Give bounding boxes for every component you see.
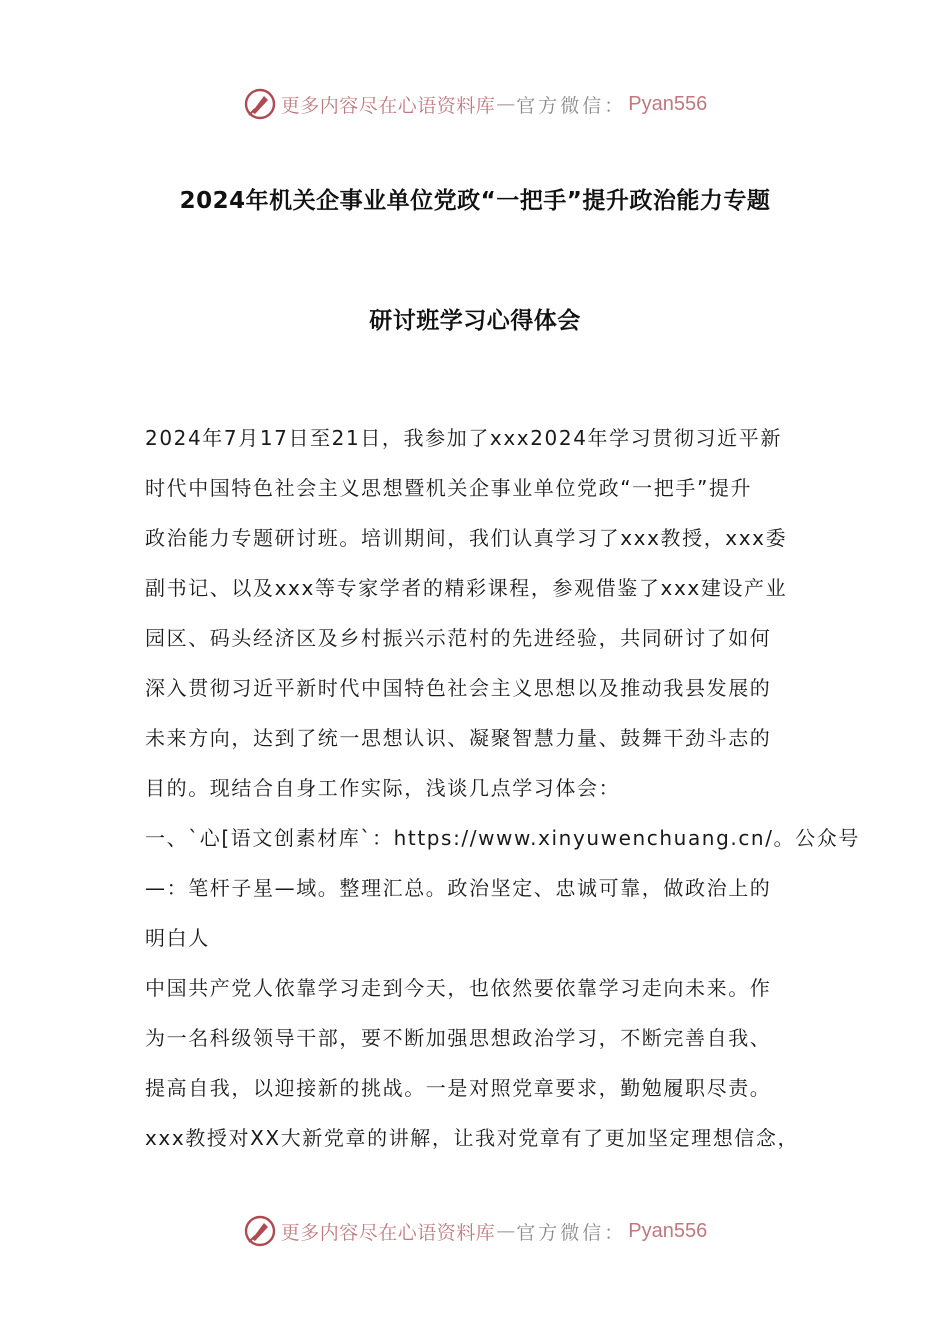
body-line: 明白人 [145, 926, 210, 950]
document-body [145, 413, 860, 1163]
watermark-separator: — [496, 1220, 516, 1242]
watermark-handle: Pyan556 [628, 1219, 708, 1242]
watermark-handle: Pyan556 [628, 92, 708, 115]
body-line: 政治能力专题研讨班。培训期间，我们认真学习了xxx教授，xxx委 [145, 526, 788, 550]
body-line: 中国共产党人依靠学习走到今天，也依然要依靠学习走向未来。作 [145, 976, 772, 1000]
header-watermark [0, 84, 950, 124]
watermark-sub-text: 官方微信： [516, 1221, 627, 1244]
body-line: 未来方向，达到了统一思想认识、凝聚智慧力量、鼓舞干劲斗志的 [145, 726, 772, 750]
body-line: 副书记、以及xxx等专家学者的精彩课程，参观借鉴了xxx建设产业 [145, 576, 788, 600]
watermark-main-text: 更多内容尽在心语资料库 [280, 94, 496, 117]
body-line: 提高自我，以迎接新的挑战。一是对照党章要求，勤勉履职尽责。 [145, 1076, 772, 1100]
footer-watermark [0, 1211, 950, 1251]
body-line: 2024年7月17日至21日，我参加了xxx2024年学习贯彻习近平新 [145, 426, 782, 450]
pen-nib-icon [243, 87, 277, 121]
pen-nib-icon [243, 1214, 277, 1248]
body-line: —：笔杆子星—域。整理汇总。政治坚定、忠诚可靠，做政治上的 [145, 876, 772, 900]
body-line: xxx教授对XX大新党章的讲解，让我对党章有了更加坚定理想信念， [145, 1126, 800, 1150]
body-line: 为一名科级领导干部，要不断加强思想政治学习，不断完善自我、 [145, 1026, 772, 1050]
watermark-separator: — [496, 93, 516, 115]
body-line: 园区、码头经济区及乡村振兴示范村的先进经验，共同研讨了如何 [145, 626, 772, 650]
document-title-line-1: 2024年机关企事业单位党政“一把手”提升政治能力专题 [179, 188, 771, 214]
body-line: 目的。现结合自身工作实际，浅谈几点学习体会： [145, 776, 621, 800]
document-title-line-2: 研讨班学习心得体会 [369, 308, 581, 334]
watermark-main-text: 更多内容尽在心语资料库 [280, 1221, 496, 1244]
body-line: 时代中国特色社会主义思想暨机关企事业单位党政“一把手”提升 [145, 476, 753, 500]
watermark-sub-text: 官方微信： [516, 94, 627, 117]
body-line: 一、`心[语文创素材库`：https://www.xinyuwenchuang.cn/。公众号 [145, 826, 860, 850]
body-line: 深入贯彻习近平新时代中国特色社会主义思想以及推动我县发展的 [145, 676, 772, 700]
